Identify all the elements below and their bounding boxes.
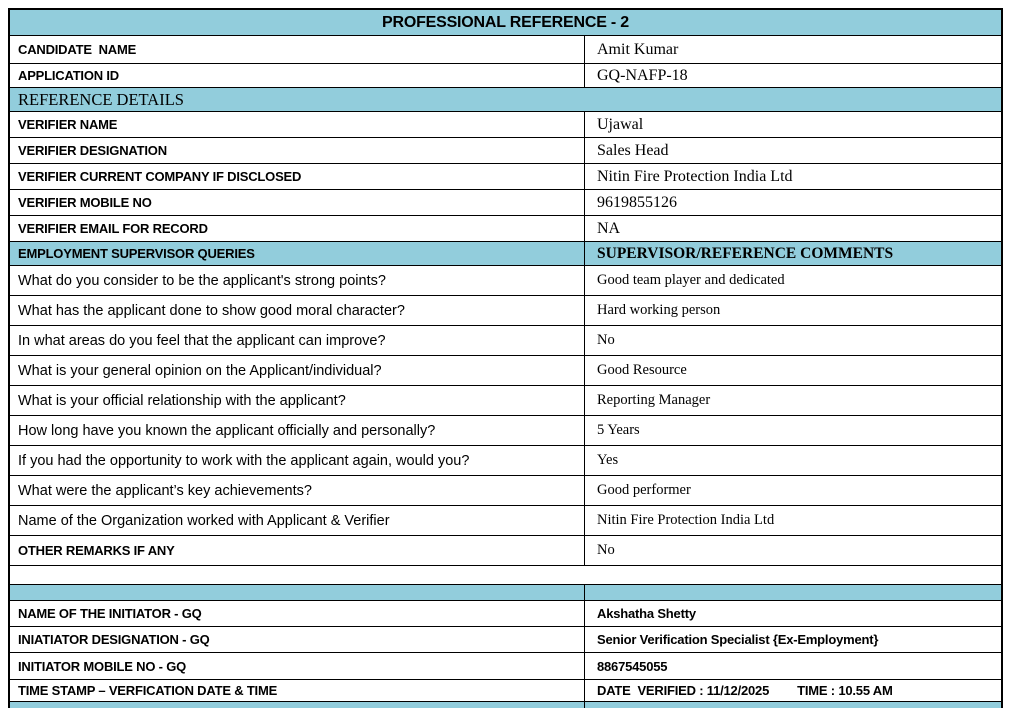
query-row	[10, 506, 1001, 536]
query-answer: 5 Years	[597, 422, 640, 438]
query-question: What were the applicant’s key achievements?	[10, 476, 585, 505]
query-row	[10, 296, 1001, 326]
query-row	[10, 266, 1001, 296]
query-question: What is your general opinion on the Applicant/individual?	[10, 356, 585, 385]
candidate-name-value: Amit Kumar	[597, 40, 679, 58]
initiator-name-label: NAME OF THE INITIATOR - GQ	[10, 601, 585, 626]
candidate-name-label: CANDIDATE NAME	[10, 36, 585, 63]
candidate-name-row	[10, 36, 1001, 64]
application-id-row	[10, 64, 1001, 88]
reference-details-section-header	[10, 88, 1001, 112]
verifier-email-label: VERIFIER EMAIL FOR RECORD	[10, 216, 585, 241]
initiator-name-value: Akshatha Shetty	[597, 606, 696, 621]
query-row	[10, 446, 1001, 476]
time-verified-value: TIME : 10.55 AM	[797, 683, 893, 698]
query-question: How long have you known the applicant officially and personally?	[10, 416, 585, 445]
queries-header-left: EMPLOYMENT SUPERVISOR QUERIES	[10, 242, 585, 265]
reference-form-table	[8, 8, 1003, 708]
page-title: PROFESSIONAL REFERENCE - 2	[382, 13, 629, 31]
title-row	[10, 10, 1001, 36]
query-answer: Good Resource	[597, 362, 687, 378]
query-row	[10, 386, 1001, 416]
other-remarks-label: OTHER REMARKS IF ANY	[10, 536, 585, 565]
spacer-cell	[10, 566, 1001, 584]
verifier-company-label: VERIFIER CURRENT COMPANY IF DISCLOSED	[10, 164, 585, 189]
query-row	[10, 356, 1001, 386]
verifier-mobile-value: 9619855126	[597, 193, 677, 211]
initiator-name-row	[10, 601, 1001, 627]
timestamp-row	[10, 680, 1001, 702]
application-id-value: GQ-NAFP-18	[597, 66, 688, 84]
query-question: What has the applicant done to show good moral character?	[10, 296, 585, 325]
query-answer: Good team player and dedicated	[597, 272, 785, 288]
query-answer: No	[597, 332, 615, 348]
footer-divider-row	[10, 702, 1001, 708]
date-verified-value: DATE VERIFIED : 11/12/2025	[597, 683, 770, 698]
other-remarks-row	[10, 536, 1001, 566]
verifier-name-row	[10, 112, 1001, 138]
footer-divider-right	[585, 702, 1001, 708]
section-title: REFERENCE DETAILS	[18, 89, 184, 109]
query-answer: Reporting Manager	[597, 392, 711, 408]
initiator-mobile-row	[10, 653, 1001, 680]
other-remarks-value: No	[597, 542, 615, 558]
query-answer: Nitin Fire Protection India Ltd	[597, 512, 775, 528]
queries-header-right: SUPERVISOR/REFERENCE COMMENTS	[597, 244, 894, 262]
query-question: What do you consider to be the applicant's strong points?	[10, 266, 585, 295]
verifier-mobile-label: VERIFIER MOBILE NO	[10, 190, 585, 215]
query-question: In what areas do you feel that the applicant can improve?	[10, 326, 585, 355]
query-row	[10, 476, 1001, 506]
initiator-designation-value: Senior Verification Specialist {Ex-Employment}	[597, 632, 879, 647]
verifier-company-value: Nitin Fire Protection India Ltd	[597, 167, 793, 185]
query-row	[10, 416, 1001, 446]
application-id-label: APPLICATION ID	[10, 64, 585, 87]
section-divider-right	[585, 585, 1001, 600]
query-row	[10, 326, 1001, 356]
initiator-designation-row	[10, 627, 1001, 653]
verifier-mobile-row	[10, 190, 1001, 216]
initiator-mobile-label: INITIATOR MOBILE NO - GQ	[10, 653, 585, 679]
section-divider-row	[10, 585, 1001, 601]
verifier-company-row	[10, 164, 1001, 190]
verifier-name-label: VERIFIER NAME	[10, 112, 585, 137]
verifier-email-row	[10, 216, 1001, 242]
timestamp-value	[585, 680, 1001, 701]
query-question: If you had the opportunity to work with the applicant again, would you?	[10, 446, 585, 475]
timestamp-label: TIME STAMP – VERFICATION DATE & TIME	[10, 680, 585, 701]
queries-header-row	[10, 242, 1001, 266]
query-question: What is your official relationship with the applicant?	[10, 386, 585, 415]
spacer-row	[10, 566, 1001, 585]
query-answer: Yes	[597, 452, 619, 468]
verifier-name-value: Ujawal	[597, 115, 644, 133]
verifier-email-value: NA	[597, 219, 621, 237]
initiator-mobile-value: 8867545055	[597, 658, 668, 674]
section-divider-left	[10, 585, 585, 600]
query-answer: Good performer	[597, 482, 691, 498]
query-answer: Hard working person	[597, 302, 721, 318]
footer-divider-left	[10, 702, 585, 708]
verifier-designation-row	[10, 138, 1001, 164]
query-question: Name of the Organization worked with Applicant & Verifier	[10, 506, 585, 535]
verifier-designation-label: VERIFIER DESIGNATION	[10, 138, 585, 163]
initiator-designation-label: INIATIATOR DESIGNATION - GQ	[10, 627, 585, 652]
verifier-designation-value: Sales Head	[597, 141, 669, 159]
